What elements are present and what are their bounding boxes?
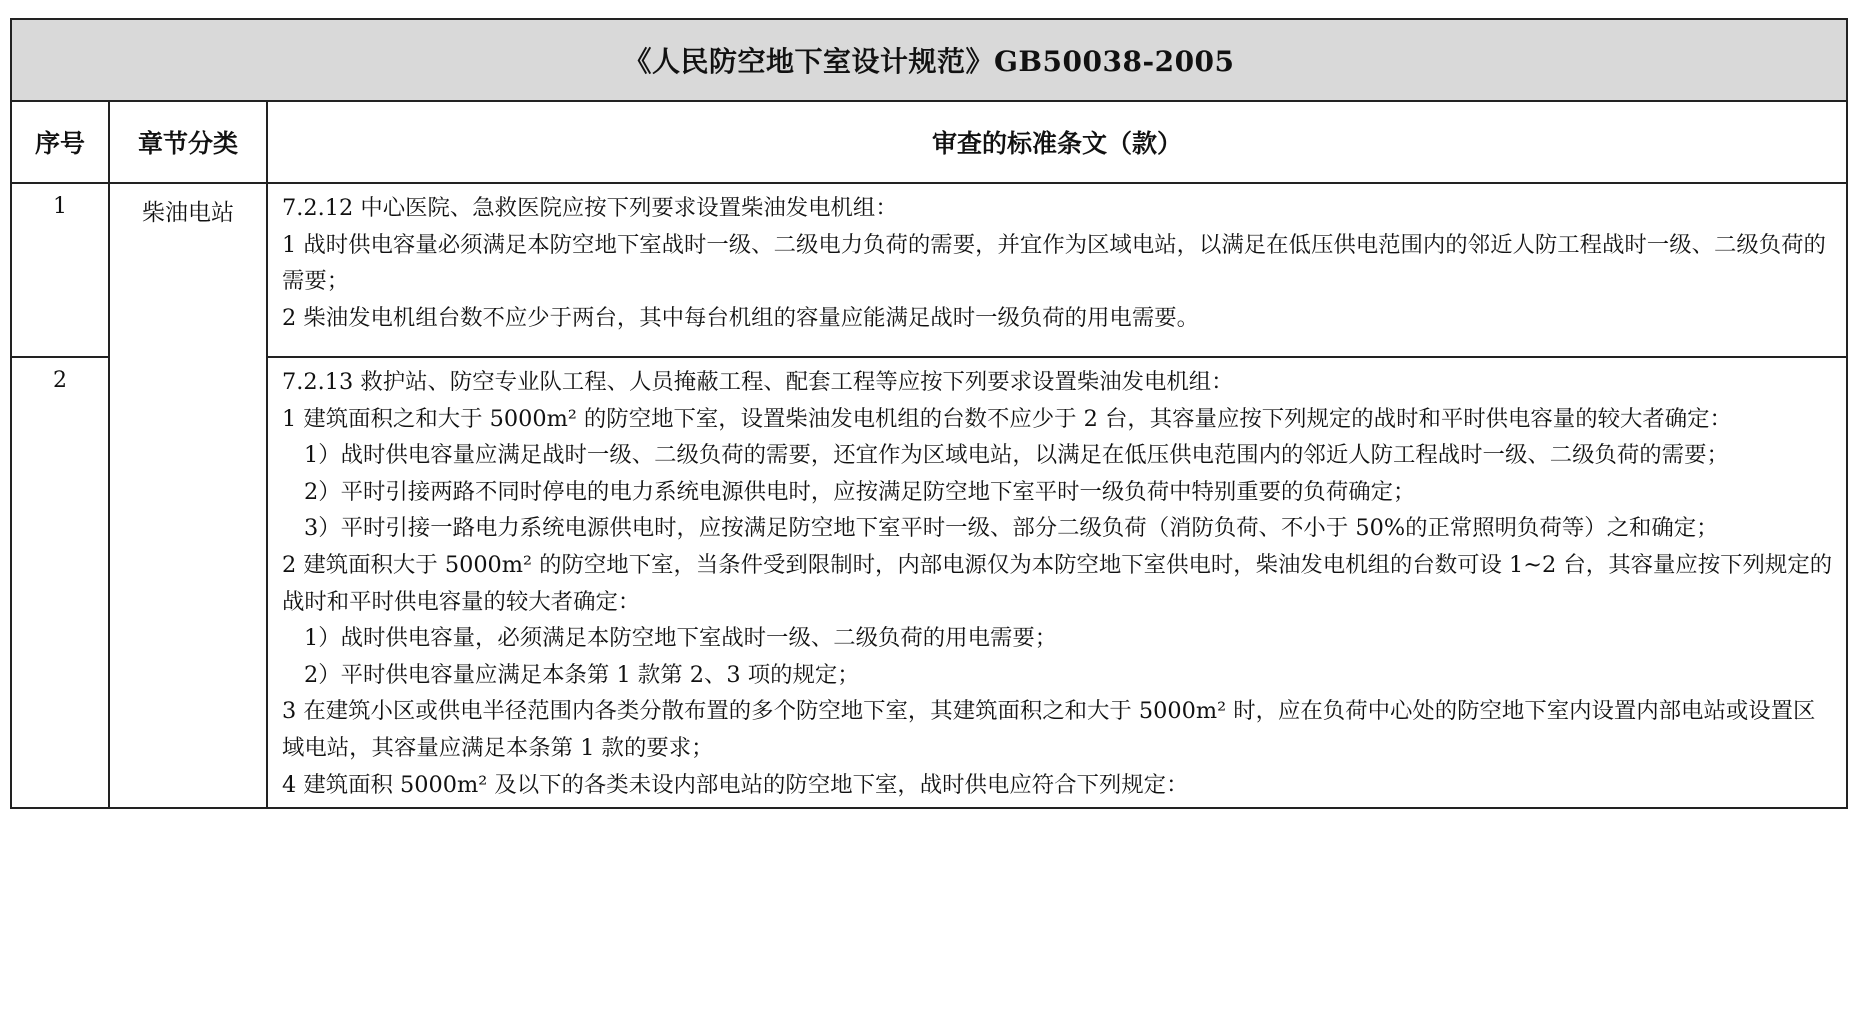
document-title: 《人民防空地下室设计规范》GB50038-2005 — [11, 19, 1847, 101]
clause-line: 1 战时供电容量必须满足本防空地下室战时一级、二级电力负荷的需要，并宜作为区域电站，以满足在低压供电范围内的邻近人防工程战时一级、二级负荷的需要； — [282, 231, 1826, 295]
header-text: 审查的标准条文（款） — [267, 101, 1847, 183]
header-row — [11, 101, 1847, 183]
clause-line: 1 建筑面积之和大于 5000m² 的防空地下室，设置柴油发电机组的台数不应少于 2 台，其容量应按下列规定的战时和平时供电容量的较大者确定： — [282, 405, 1732, 432]
row-clause-text — [267, 183, 1847, 357]
clause-subline: 2）平时引接两路不同时停电的电力系统电源供电时，应按满足防空地下室平时一级负荷中特别重要的负荷确定； — [304, 478, 1416, 505]
clause-line: 7.2.13 救护站、防空专业队工程、人员掩蔽工程、配套工程等应按下列要求设置柴油发电机组： — [282, 369, 1234, 395]
clause-line: 2 柴油发电机组台数不应少于两台，其中每台机组的容量应能满足战时一级负荷的用电需要。 — [282, 304, 1199, 331]
row-clause-text — [267, 357, 1847, 808]
clause-subline: 2）平时供电容量应满足本条第 1 款第 2、3 项的规定； — [304, 661, 860, 688]
clause-line: 3 在建筑小区或供电半径范围内各类分散布置的多个防空地下室，其建筑面积之和大于 5000m² 时，应在负荷中心处的防空地下室内设置内部电站或设置区域电站，其容量应满足本条第 1 款的要求； — [282, 698, 1816, 761]
header-no: 序号 — [11, 101, 109, 183]
clause-line: 4 建筑面积 5000m² 及以下的各类未设内部电站的防空地下室，战时供电应符合下列规定： — [282, 771, 1189, 798]
table-row — [11, 357, 1847, 808]
table-row — [11, 183, 1847, 357]
row-number: 2 — [11, 357, 109, 808]
standard-review-sheet — [10, 18, 1848, 809]
row-category: 柴油电站 — [109, 183, 267, 357]
standard-table — [10, 18, 1848, 809]
clause-subline: 1）战时供电容量应满足战时一级、二级负荷的需要，还宜作为区域电站，以满足在低压供电范围内的邻近人防工程战时一级、二级负荷的需要； — [304, 442, 1729, 469]
row-number: 1 — [11, 183, 109, 357]
clause-line: 7.2.12 中心医院、急救医院应按下列要求设置柴油发电机组： — [282, 195, 898, 221]
title-row — [11, 19, 1847, 101]
header-category: 章节分类 — [109, 101, 267, 183]
clause-subline: 3）平时引接一路电力系统电源供电时，应按满足防空地下室平时一级、部分二级负荷（消防负荷、不小于 50%的正常照明负荷等）之和确定； — [304, 515, 1719, 542]
clause-subline: 1）战时供电容量，必须满足本防空地下室战时一级、二级负荷的用电需要； — [304, 625, 1058, 652]
clause-line: 2 建筑面积大于 5000m² 的防空地下室，当条件受到限制时，内部电源仅为本防空地下室供电时，柴油发电机组的台数可设 1~2 台，其容量应按下列规定的战时和平时供电容量的较大者确定： — [282, 551, 1833, 615]
row-category — [109, 357, 267, 808]
